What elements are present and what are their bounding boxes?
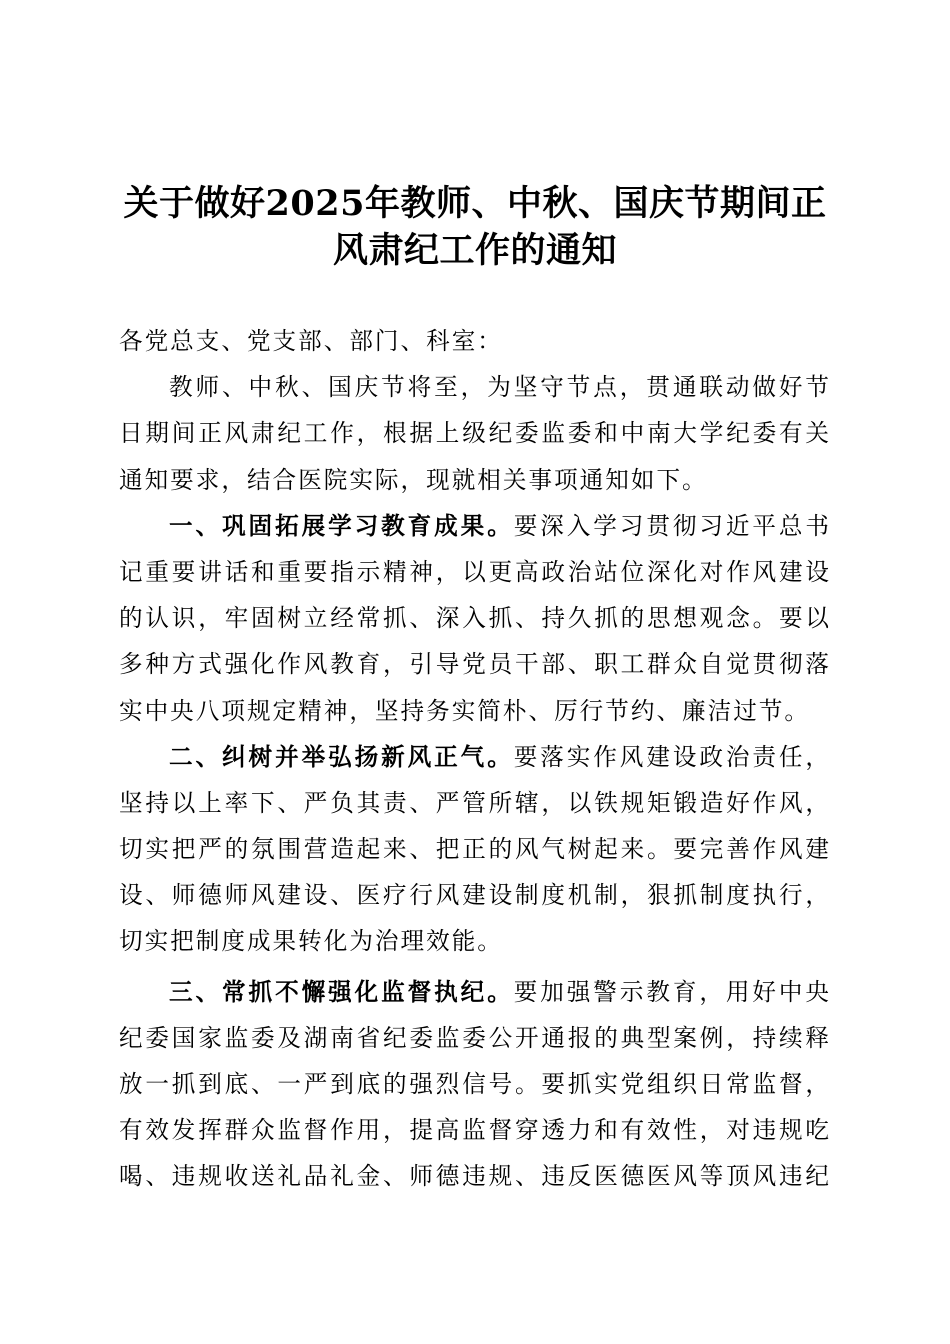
paragraph-line: 放一抓到底、一严到底的强烈信号。要抓实党组织日常监督， (119, 1070, 831, 1098)
section-1-paragraph (119, 503, 831, 734)
section-1-heading: 一、巩固拓展学习教育成果。 (169, 511, 514, 540)
salutation: 各党总支、党支部、部门、科室： (119, 327, 503, 355)
paragraph-line: 记重要讲话和重要指示精神，以更高政治站位深化对作风建设 (119, 557, 831, 586)
paragraph-line: 实中央八项规定精神，坚持务实简朴、厉行节约、廉洁过节。 (119, 696, 811, 725)
section-first-line (119, 969, 831, 1015)
paragraph-line: 教师、中秋、国庆节将至，为坚守节点，贯通联动做好节 (169, 373, 831, 402)
paragraph-line: 通知要求，结合医院实际，现就相关事项通知如下。 (119, 465, 708, 494)
paragraph-line: 日期间正风肃纪工作，根据上级纪委监委和中南大学纪委有关 (119, 419, 831, 448)
section-3-first-text: 要加强警示教育，用好中央 (513, 977, 832, 1006)
section-2-paragraph (119, 734, 831, 965)
paragraph-line: 有效发挥群众监督作用，提高监督穿透力和有效性，对违规吃 (119, 1116, 831, 1145)
section-first-line (119, 734, 831, 780)
section-3-heading: 三、常抓不懈强化监督执纪。 (169, 977, 514, 1006)
paragraph-line: 设、师德师风建设、医疗行风建设制度机制，狠抓制度执行， (119, 881, 831, 910)
paragraph-line: 纪委国家监委及湖南省纪委监委公开通报的典型案例，持续释 (119, 1023, 831, 1052)
title-line-2: 风肃纪工作的通知 (332, 230, 617, 271)
section-1-first-text: 要深入学习贯彻习近平总书 (513, 511, 832, 540)
title-line-1: 关于做好2025年教师、中秋、国庆节期间正 (123, 183, 827, 224)
section-2-heading: 二、纠树并举弘扬新风正气。 (169, 742, 514, 771)
paragraph-line: 切实把严的氛围营造起来、把正的风气树起来。要完善作风建 (119, 835, 831, 864)
paragraph-line: 坚持以上率下、严负其责、严管所辖，以铁规矩锻造好作风， (119, 788, 831, 817)
document-body (119, 318, 831, 1200)
paragraph-line: 喝、违规收送礼品礼金、师德违规、违反医德医风等顶风违纪 (119, 1162, 831, 1191)
section-3-paragraph (119, 969, 831, 1200)
paragraph-line: 多种方式强化作风教育，引导党员干部、职工群众自觉贯彻落 (119, 650, 831, 679)
paragraph-line: 切实把制度成果转化为治理效能。 (119, 927, 503, 956)
section-2-first-text: 要落实作风建设政治责任， (513, 742, 832, 771)
intro-paragraph (119, 364, 831, 503)
document-title (110, 180, 840, 274)
paragraph-line: 的认识，牢固树立经常抓、深入抓、持久抓的思想观念。要以 (119, 604, 831, 633)
section-first-line (119, 503, 831, 549)
